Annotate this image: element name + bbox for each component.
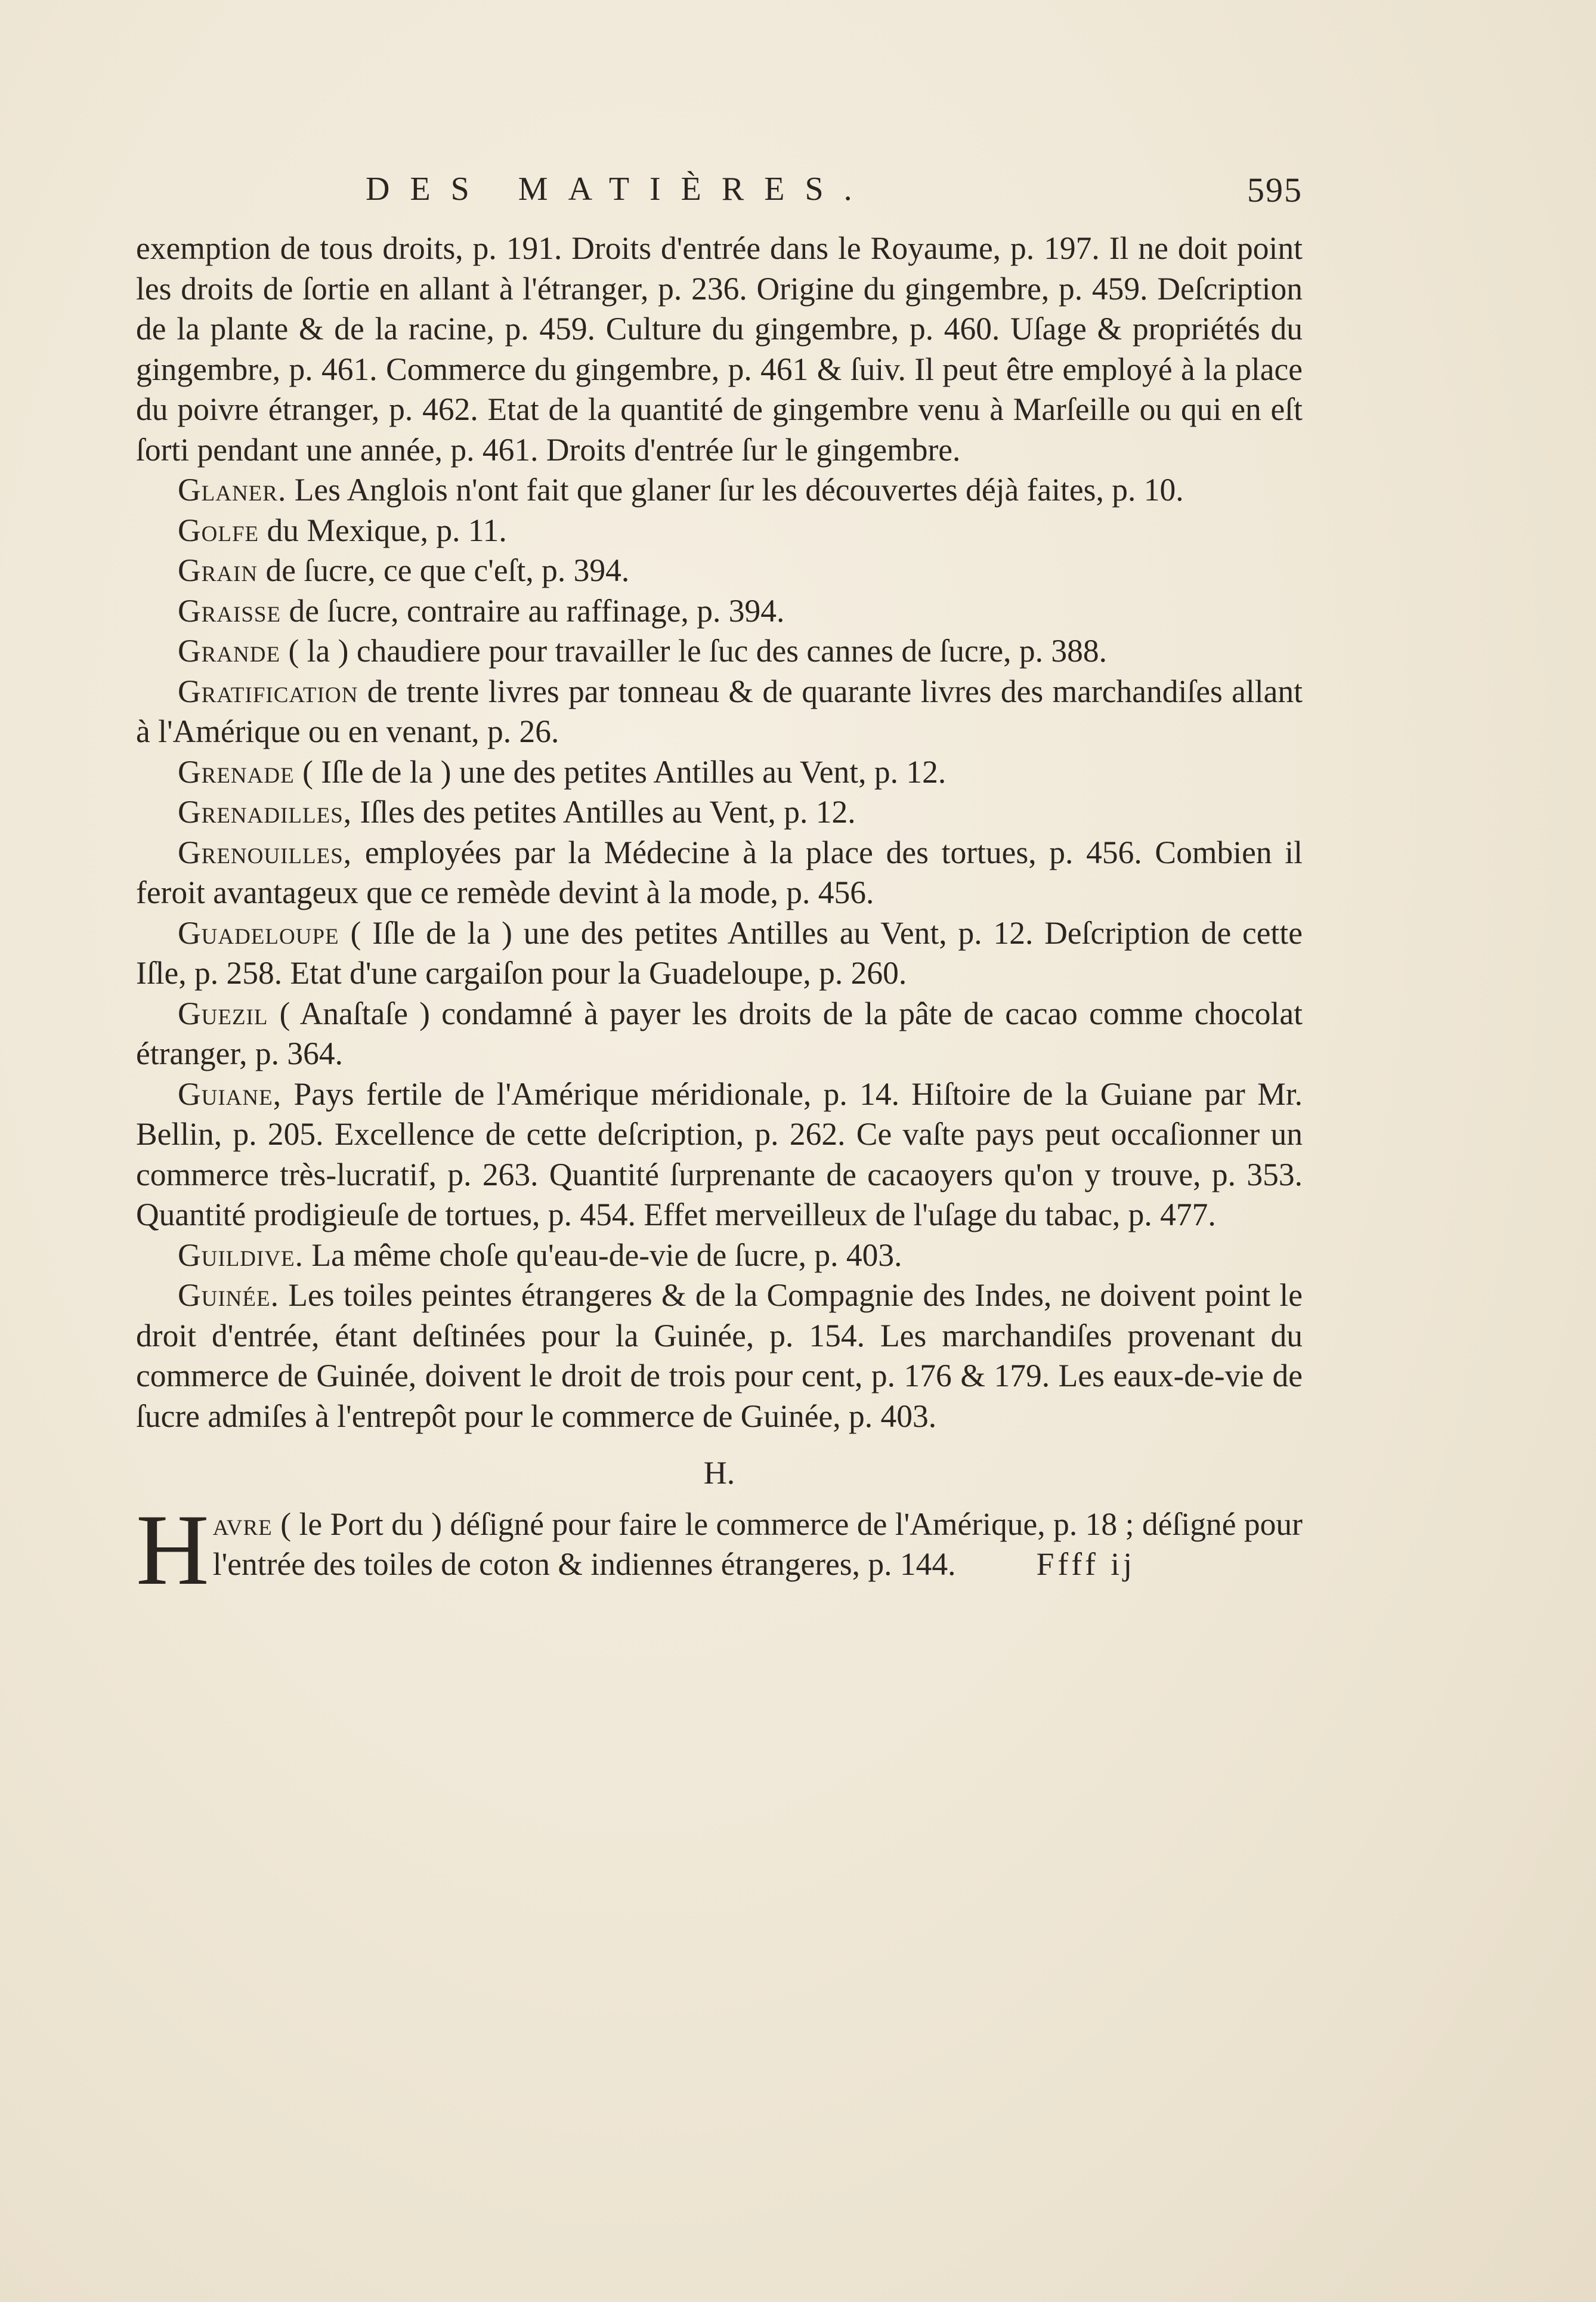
- entry-text: exemption de tous droits, p. 191. Droits d'entrée dans le Royaume, p. 197. Il ne doit point les droits de ſortie en allant à l'étranger, p. 236. Origine du gingembre, p. 459. Deſcription de la plante & de la racine, p. 459. Culture du gingembre, p. 460. Uſage & propriétés du gingembre, p. 461. Commerce du gingembre, p. 461 & ſuiv. Il peut être employé à la place du poivre étranger, p. 462. Etat de la quantité de gingembre venu à Marſeille ou qui en eſt ſorti pendant une année, p. 461. Droits d'entrée ſur le gingembre.: [136, 230, 1303, 468]
- index-entry: [136, 672, 1303, 752]
- index-entry: [136, 994, 1303, 1074]
- entry-head: Grain: [178, 552, 258, 588]
- entry-text: du Mexique, p. 11.: [267, 512, 507, 548]
- entry-text: La même choſe qu'eau-de-vie de ſucre, p. 403.: [311, 1237, 902, 1273]
- index-entry: [136, 1235, 1303, 1276]
- entry-text: ( Iſle de la ) une des petites Antilles au Vent, p. 12. Deſcription de cette Iſle, p. 258. Etat d'une cargaiſon pour la Guadeloupe, p. 260.: [136, 914, 1303, 991]
- entry-head: avre: [212, 1506, 273, 1542]
- index-entry: [136, 1074, 1303, 1235]
- index-entry: [136, 511, 1303, 551]
- entry-text: employées par la Médecine à la place des tortues, p. 456. Combien il feroit avantageux que ce remède devint à la mode, p. 456.: [136, 834, 1303, 910]
- entry-text: de trente livres par tonneau & de quarante livres des marchandiſes allant à l'Amérique ou en venant, p. 26.: [136, 673, 1303, 749]
- index-entry: [136, 591, 1303, 632]
- entry-head: Golfe: [178, 512, 259, 548]
- entry-text: de ſucre, ce que c'eſt, p. 394.: [265, 552, 630, 588]
- entry-text: ( le Port du ) déſigné pour faire le commerce de l'Amérique, p. 18 ; déſigné pour l'entrée des toiles de coton & indiennes étrangeres, p. 144.: [212, 1506, 1303, 1582]
- index-entry: [136, 551, 1303, 591]
- index-entry: [136, 228, 1303, 470]
- index-entry: [136, 913, 1303, 994]
- index-body: [136, 228, 1303, 1606]
- signature-mark: Ffff ij: [1036, 1546, 1136, 1582]
- index-entry: [136, 752, 1303, 793]
- index-page: [136, 170, 1303, 1606]
- entry-text: Pays fertile de l'Amérique méridionale, p. 14. Hiſtoire de la Guiane par Mr. Bellin, p. 205. Excellence de cette deſcription, p. 262. Ce vaſte pays peut occaſionner un commerce très-lucratif, p. 263. Quantité ſurprenante de cacaoyers qu'on y trouve, p. 353. Quantité prodigieuſe de tortues, p. 454. Effet merveilleux de l'uſage du tabac, p. 477.: [136, 1076, 1303, 1232]
- entry-head: Guinée.: [178, 1277, 279, 1313]
- entry-head: Guezil: [178, 995, 268, 1031]
- index-entry: [136, 833, 1303, 913]
- entry-head: Gratification: [178, 673, 358, 709]
- entry-head: Grenadilles,: [178, 794, 352, 830]
- entry-text: Iſles des petites Antilles au Vent, p. 12.: [360, 794, 856, 830]
- section-letter: H.: [703, 1455, 735, 1491]
- entry-head: Grenade: [178, 753, 295, 790]
- index-entry: [136, 470, 1303, 511]
- drop-cap: H: [136, 1493, 209, 1606]
- index-entry: [136, 1493, 1303, 1606]
- entry-head: Guadeloupe: [178, 914, 339, 951]
- running-title: DES MATIÈRES.: [366, 171, 873, 208]
- index-entry: [136, 792, 1303, 833]
- entry-text: Les Anglois n'ont fait que glaner ſur les découvertes déjà faites, p. 10.: [294, 472, 1184, 508]
- entry-text: de ſucre, contraire au raffinage, p. 394.: [289, 592, 785, 629]
- page-number: 595: [1247, 171, 1303, 209]
- index-entry: [136, 1275, 1303, 1436]
- running-header: [136, 170, 1303, 218]
- index-entry: [136, 631, 1303, 672]
- entry-head: Grenouilles,: [178, 834, 352, 870]
- entry-text: Les toiles peintes étrangeres & de la Compagnie des Indes, ne doivent point le droit d'entrée, étant deſtinées pour la Guinée, p. 154. Les marchandiſes provenant du commerce de Guinée, doivent le droit de trois pour cent, p. 176 & 179. Les eaux-de-vie de ſucre admiſes à l'entrepôt pour le commerce de Guinée, p. 403.: [136, 1277, 1303, 1434]
- entry-head: Graisse: [178, 592, 282, 629]
- entry-text: ( Iſle de la ) une des petites Antilles au Vent, p. 12.: [302, 753, 947, 790]
- entry-head: Grande: [178, 633, 281, 669]
- entry-head: Glaner.: [178, 472, 287, 508]
- entry-head: Guiane,: [178, 1076, 282, 1112]
- entry-head: Guildive.: [178, 1237, 304, 1273]
- entry-text: ( Anaſtaſe ) condamné à payer les droits de la pâte de cacao comme chocolat étranger, p. 364.: [136, 995, 1303, 1071]
- entry-text: ( la ) chaudiere pour travailler le ſuc des cannes de ſucre, p. 388.: [288, 633, 1108, 669]
